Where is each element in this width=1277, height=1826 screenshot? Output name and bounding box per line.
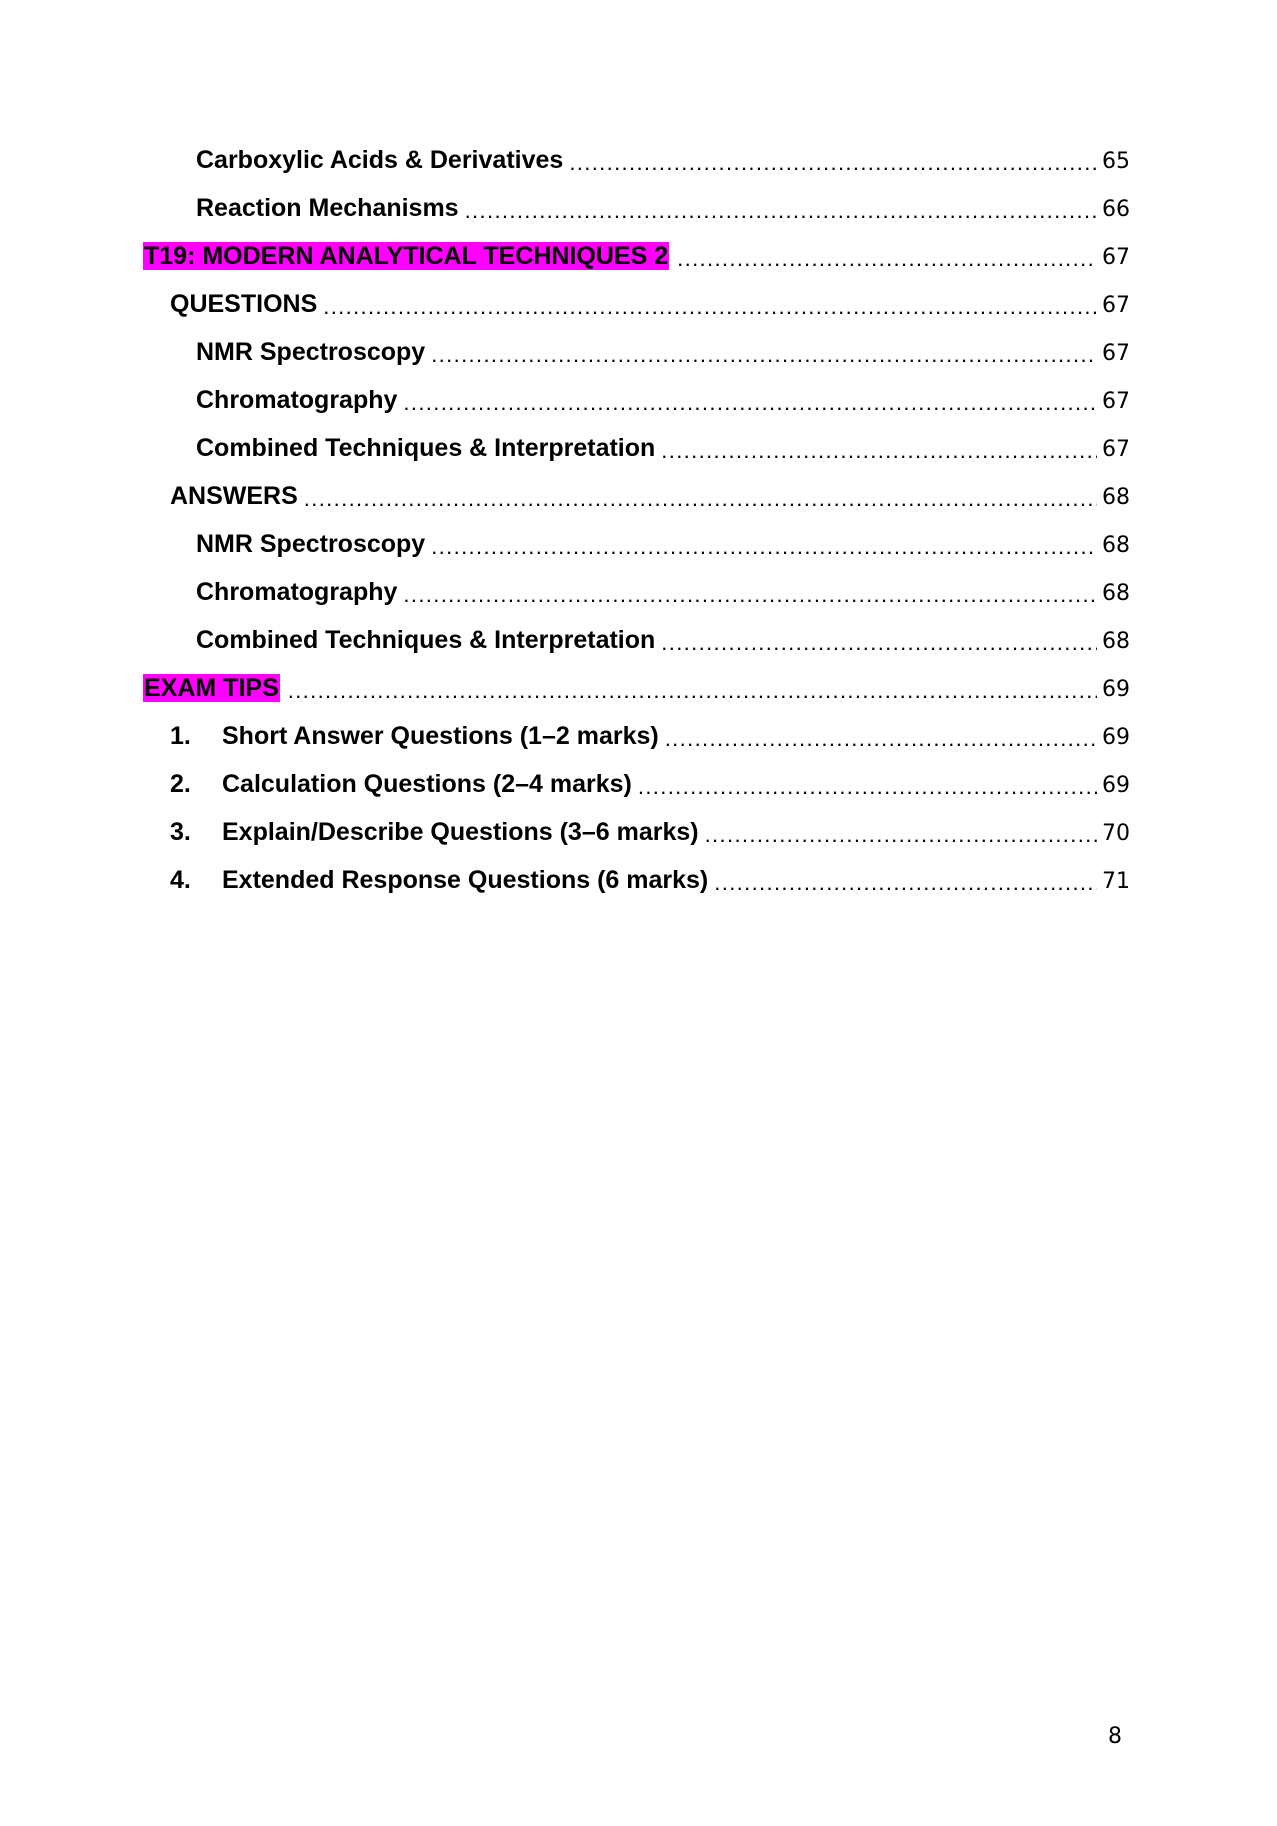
toc-entry-page: 67 [1097, 290, 1130, 322]
toc-dot-leader [675, 242, 1097, 270]
toc-entry-carboxylic-acids[interactable] [143, 146, 1130, 194]
toc-entry-title: Combined Techniques & Interpretation [196, 434, 659, 462]
toc-entry-title: NMR Spectroscopy [196, 338, 429, 366]
highlighted-heading: EXAM TIPS [144, 674, 279, 702]
toc-entry-number: 1. [170, 722, 191, 750]
toc-dot-leader [463, 194, 1097, 222]
toc-dot-leader [429, 530, 1097, 558]
toc-entry-reaction-mechanisms[interactable] [143, 194, 1130, 242]
toc-entry-extended-response[interactable] [143, 866, 1130, 914]
toc-entry-combined-answers[interactable] [143, 626, 1130, 674]
toc-entry-short-answer[interactable] [143, 722, 1130, 770]
toc-entry-title: Reaction Mechanisms [196, 194, 463, 222]
toc-entry-page: 68 [1097, 482, 1130, 514]
toc-entry-nmr-questions[interactable] [143, 338, 1130, 386]
toc-dot-leader [636, 770, 1097, 798]
toc-entry-text: Explain/Describe Questions (3–6 marks) [222, 818, 699, 846]
toc-entry-nmr-answers[interactable] [143, 530, 1130, 578]
toc-entry-title [143, 674, 286, 702]
page-number: 8 [1108, 1724, 1122, 1749]
toc-entry-title [170, 818, 703, 846]
toc-entry-combined-questions[interactable] [143, 434, 1130, 482]
toc-dot-leader [302, 482, 1097, 510]
toc-dot-leader [401, 578, 1097, 606]
toc-entry-number: 2. [170, 770, 191, 798]
toc-entry-answers[interactable] [143, 482, 1130, 530]
toc-entry-t19-heading[interactable] [143, 242, 1130, 290]
toc-entry-page: 68 [1097, 578, 1130, 610]
toc-entry-page: 69 [1097, 674, 1130, 706]
toc-entry-text: Calculation Questions (2–4 marks) [222, 770, 632, 798]
toc-entry-title [170, 722, 663, 750]
toc-entry-title: Chromatography [196, 578, 401, 606]
toc-entry-title: Combined Techniques & Interpretation [196, 626, 659, 654]
toc-entry-title [170, 770, 636, 798]
toc-entry-page: 69 [1097, 770, 1130, 802]
toc-dot-leader [321, 290, 1097, 318]
toc-entry-page: 71 [1097, 866, 1130, 898]
toc-dot-leader [401, 386, 1097, 414]
toc-dot-leader [659, 626, 1097, 654]
toc-entry-title: ANSWERS [170, 482, 302, 510]
toc-entry-title: QUESTIONS [170, 290, 321, 318]
toc-entry-page: 67 [1097, 338, 1130, 370]
toc-entry-page: 68 [1097, 530, 1130, 562]
toc-entry-number: 4. [170, 866, 191, 894]
toc-entry-text: Short Answer Questions (1–2 marks) [222, 722, 659, 750]
toc-entry-exam-tips[interactable] [143, 674, 1130, 722]
toc-entry-title: Carboxylic Acids & Derivatives [196, 146, 567, 174]
highlighted-heading: T19: MODERN ANALYTICAL TECHNIQUES 2 [144, 242, 669, 270]
toc-dot-leader [712, 866, 1097, 894]
toc-dot-leader [286, 674, 1097, 702]
toc-entry-title [143, 242, 675, 270]
toc-dot-leader [429, 338, 1097, 366]
toc-entry-calculation[interactable] [143, 770, 1130, 818]
toc-dot-leader [663, 722, 1097, 750]
toc-entry-page: 70 [1097, 818, 1130, 850]
toc-entry-page: 67 [1097, 242, 1130, 274]
toc-entry-page: 66 [1097, 194, 1130, 226]
toc-entry-page: 67 [1097, 434, 1130, 466]
toc-entry-page: 65 [1097, 146, 1130, 178]
toc-entry-page: 67 [1097, 386, 1130, 418]
toc-entry-chromatography-questions[interactable] [143, 386, 1130, 434]
toc-entry-page: 69 [1097, 722, 1130, 754]
toc-entry-title [170, 866, 712, 894]
toc-entry-text: Extended Response Questions (6 marks) [222, 866, 709, 894]
toc-entry-explain-describe[interactable] [143, 818, 1130, 866]
toc-entry-title: Chromatography [196, 386, 401, 414]
toc-entry-title: NMR Spectroscopy [196, 530, 429, 558]
toc-entry-number: 3. [170, 818, 191, 846]
toc-dot-leader [567, 146, 1097, 174]
toc-entry-page: 68 [1097, 626, 1130, 658]
toc-dot-leader [659, 434, 1097, 462]
toc-entry-questions[interactable] [143, 290, 1130, 338]
toc-dot-leader [703, 818, 1097, 846]
toc-entry-chromatography-answers[interactable] [143, 578, 1130, 626]
table-of-contents [143, 146, 1130, 914]
